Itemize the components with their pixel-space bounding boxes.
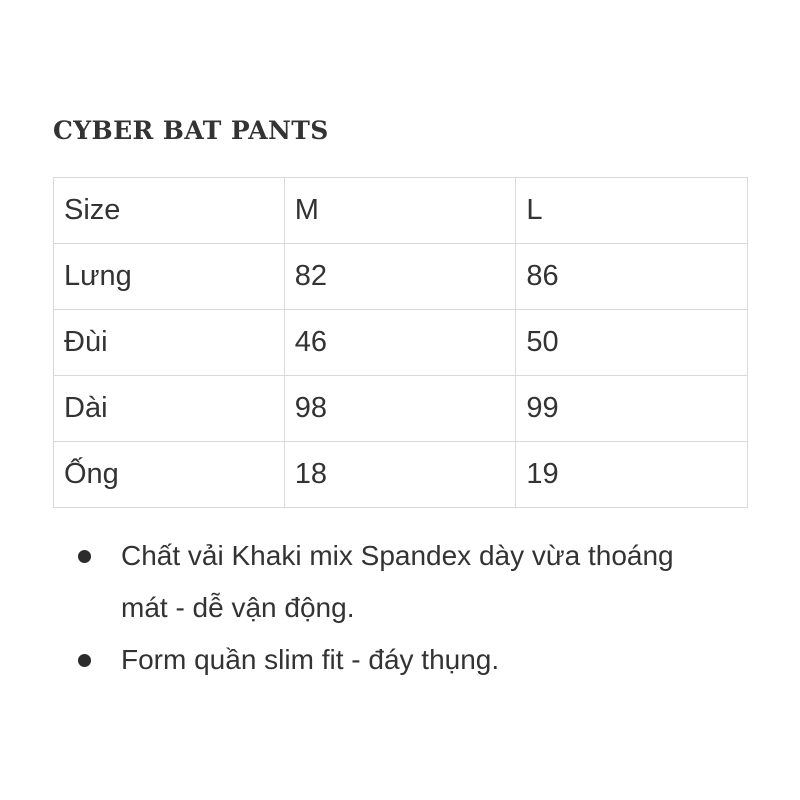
bullet-icon — [78, 654, 91, 667]
page-title: CYBER BAT PANTS — [53, 116, 329, 145]
table-row — [54, 376, 748, 442]
table-cell: 99 — [516, 376, 748, 442]
table-cell: 18 — [284, 442, 516, 508]
table-cell: 86 — [516, 244, 748, 310]
table-cell: M — [284, 178, 516, 244]
notes-list — [0, 530, 800, 686]
size-table — [53, 177, 748, 508]
table-cell: 19 — [516, 442, 748, 508]
table-row — [54, 310, 748, 376]
table-cell: Lưng — [54, 244, 285, 310]
table-cell: Ống — [54, 442, 285, 508]
table-cell: Dài — [54, 376, 285, 442]
table-cell: 46 — [284, 310, 516, 376]
table-cell: Size — [54, 178, 285, 244]
table-cell: L — [516, 178, 748, 244]
list-item — [0, 530, 681, 634]
table-cell: 98 — [284, 376, 516, 442]
table-row — [54, 442, 748, 508]
table-cell: 82 — [284, 244, 516, 310]
note-text: Chất vải Khaki mix Spandex dày vừa thoáng mát - dễ vận động. — [121, 540, 674, 623]
table-header-row — [54, 178, 748, 244]
table-row — [54, 244, 748, 310]
list-item — [0, 634, 681, 686]
table-cell: Đùi — [54, 310, 285, 376]
bullet-icon — [78, 550, 91, 563]
table-cell: 50 — [516, 310, 748, 376]
note-text: Form quần slim fit - đáy thụng. — [121, 644, 500, 675]
